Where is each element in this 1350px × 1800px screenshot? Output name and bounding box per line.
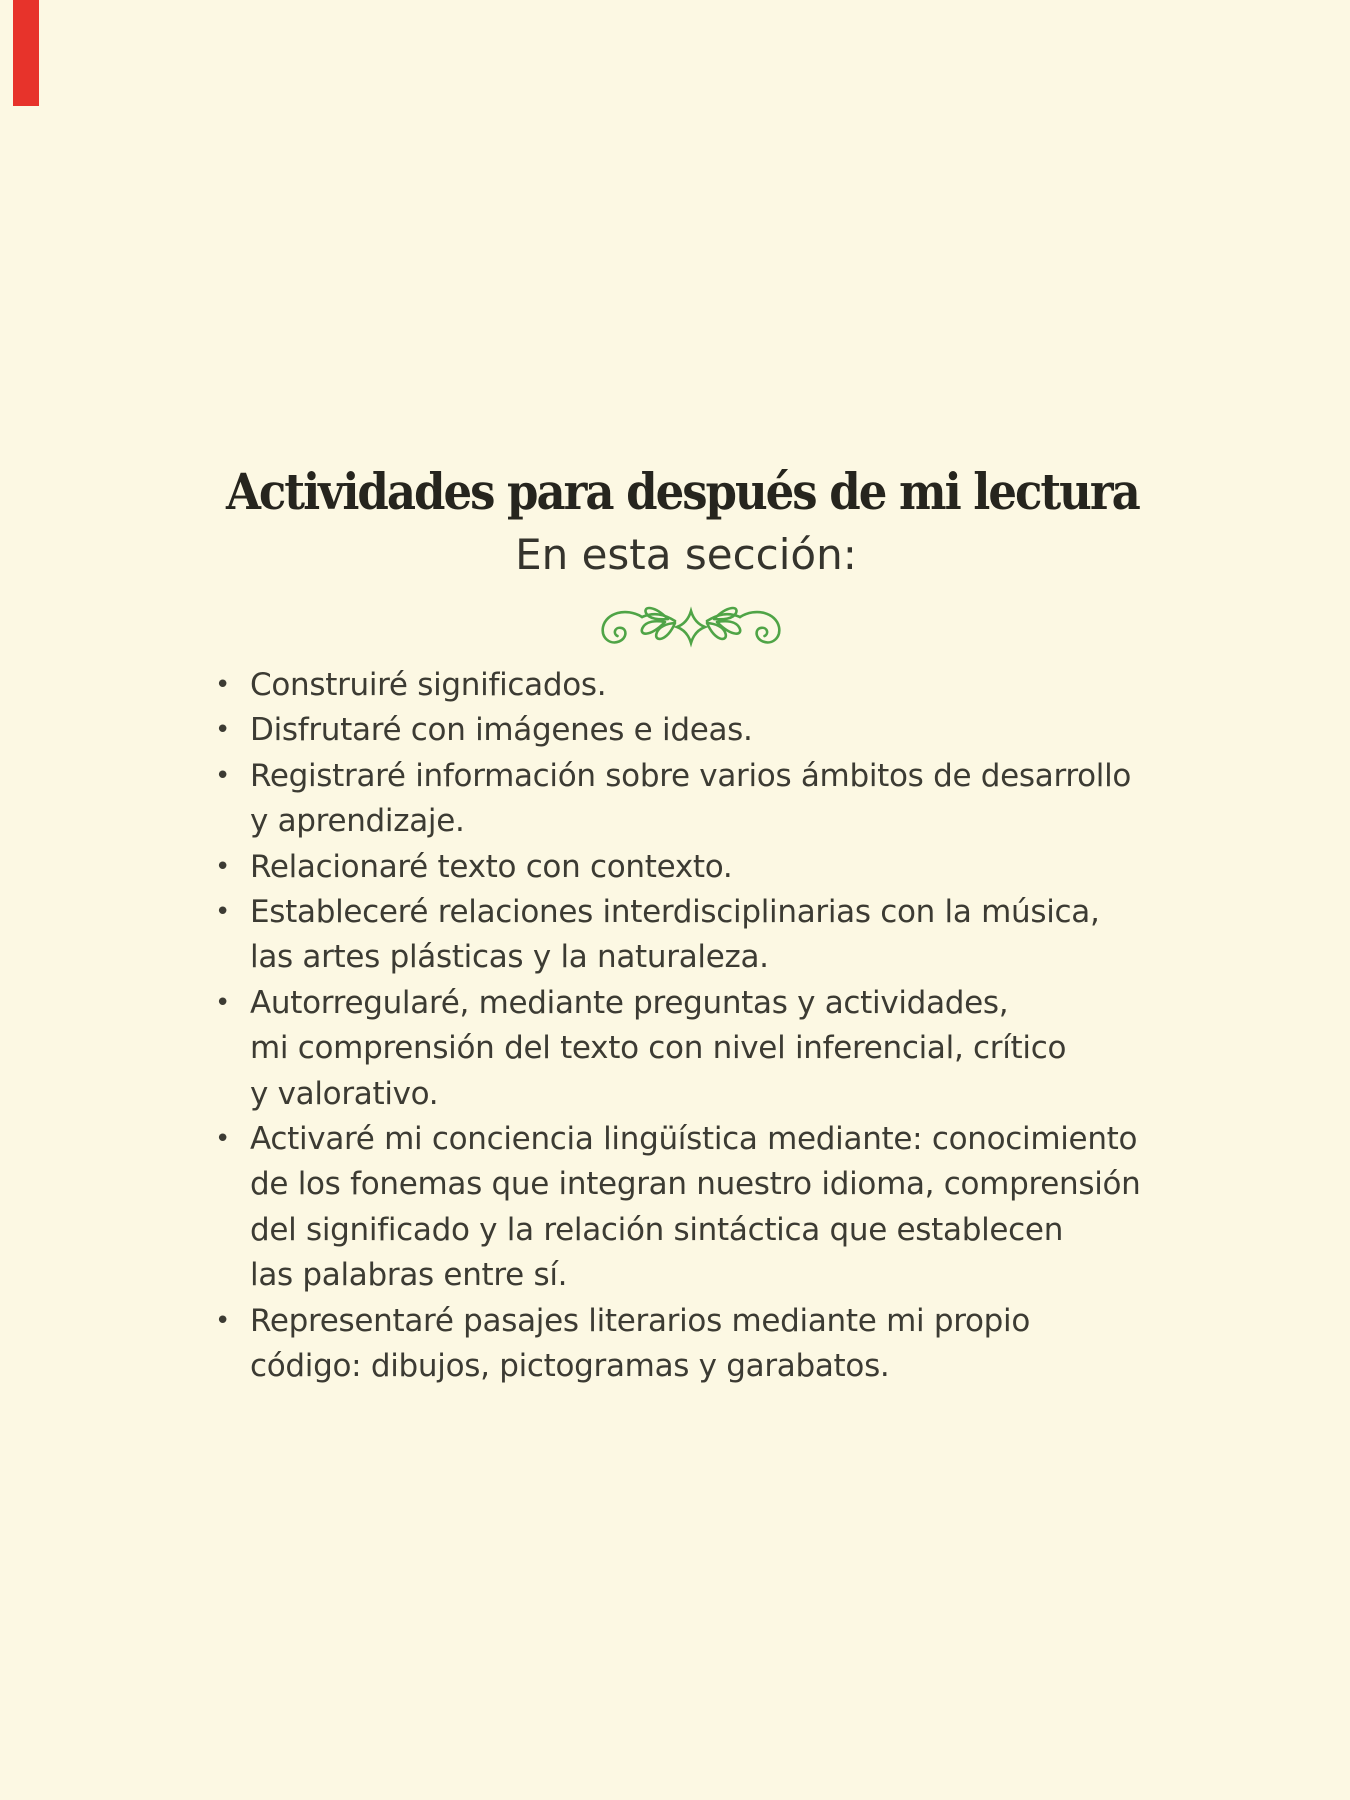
list-item-line: Construiré significados. [250, 667, 607, 703]
section-subtitle: En esta sección: [515, 530, 857, 579]
list-item-line: Activaré mi conciencia lingüística mediante: conocimiento [250, 1121, 1138, 1158]
list-item [215, 663, 1210, 708]
list-item [215, 708, 1210, 753]
bullet-dot-icon: • [215, 715, 231, 746]
bullet-dot-icon: • [215, 987, 231, 1018]
list-item-line: código: dibujos, pictogramas y garabatos. [250, 1348, 890, 1385]
list-item-line: las palabras entre sí. [250, 1257, 568, 1294]
objectives-list [215, 663, 1210, 1390]
bullet-dot-icon: • [215, 760, 231, 791]
left-flourish [603, 608, 675, 642]
list-item-line: Representaré pasajes literarios mediante mi propio [250, 1302, 1030, 1339]
diamond-shape [677, 611, 705, 643]
list-item-line: Registraré información sobre varios ámbitos de desarrollo [250, 757, 1132, 794]
list-item [215, 754, 1210, 845]
list-item-line: y valorativo. [250, 1075, 439, 1112]
floral-divider-icon [596, 602, 786, 652]
list-item-line: del significado y la relación sintáctica que establecen [250, 1211, 1064, 1248]
list-item-line: las artes plásticas y la naturaleza. [250, 939, 769, 976]
bullet-dot-icon: • [215, 851, 231, 882]
bullet-dot-icon: • [215, 670, 231, 700]
list-item-line: Relacionaré texto con contexto. [250, 848, 733, 885]
bullet-dot-icon: • [215, 897, 231, 928]
page-title: Actividades para después de mi lectura [226, 461, 1139, 521]
bullet-dot-icon: • [215, 1124, 231, 1155]
section-color-tab [13, 0, 39, 106]
list-item [215, 1299, 1210, 1390]
bullet-dot-icon: • [215, 1305, 231, 1336]
list-item [215, 845, 1210, 890]
list-item-line: Estableceré relaciones interdisciplinarias con la música, [250, 894, 1100, 931]
list-item-line: Disfrutaré con imágenes e ideas. [250, 712, 753, 749]
list-item-line: y aprendizaje. [250, 803, 465, 840]
list-item [215, 981, 1210, 1117]
list-item-line: Autorregularé, mediante preguntas y actividades, [250, 984, 1009, 1021]
right-flourish [707, 608, 779, 642]
list-item-line: mi comprensión del texto con nivel inferencial, crítico [250, 1030, 1067, 1067]
list-item [215, 890, 1210, 981]
list-item-line: de los fonemas que integran nuestro idioma, comprensión [250, 1166, 1141, 1203]
list-item [215, 1117, 1210, 1299]
